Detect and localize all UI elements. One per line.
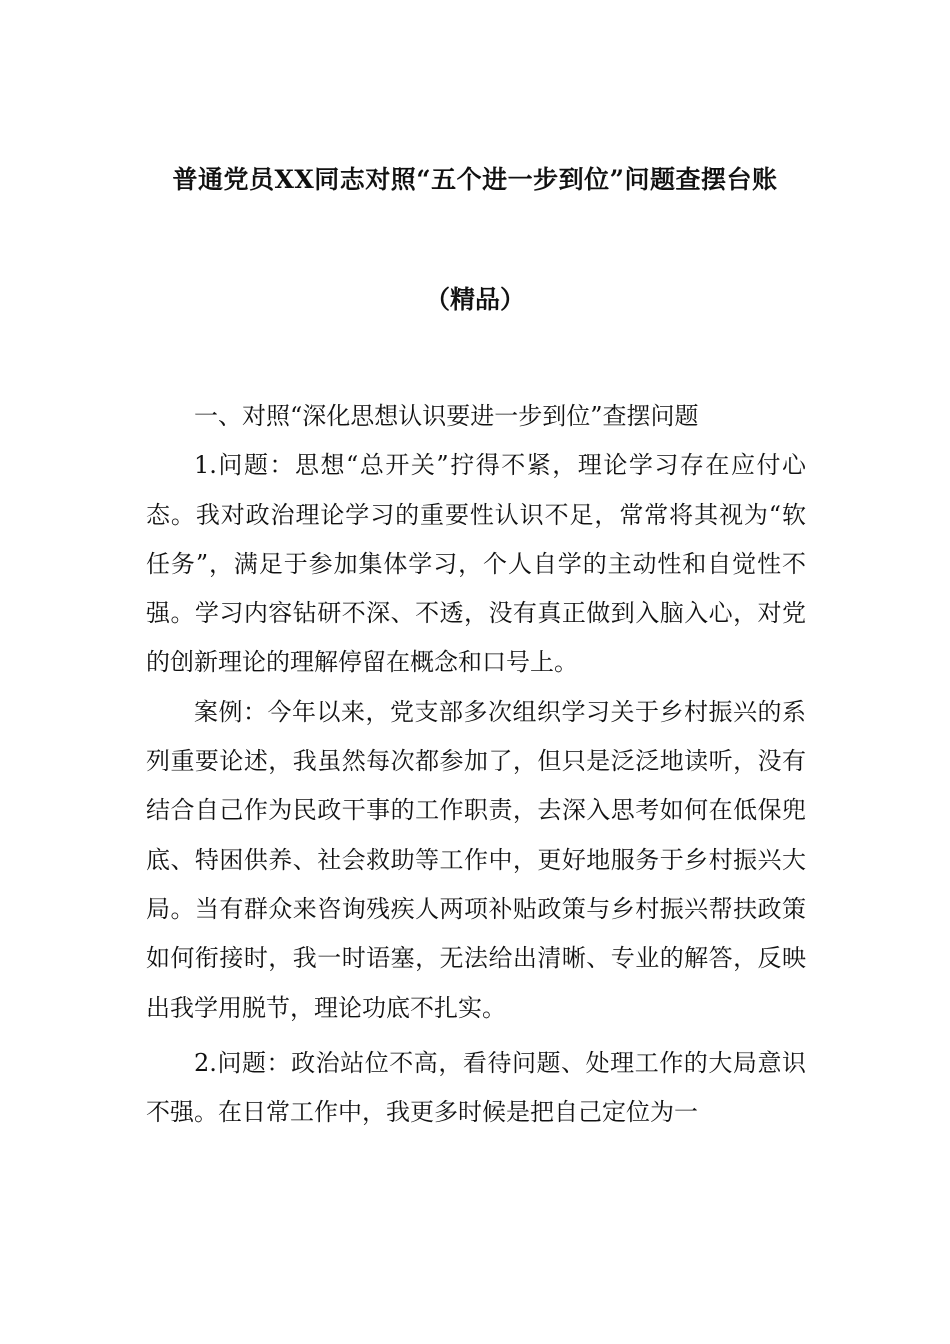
paragraph-problem-1: 1.问题：思想“总开关”拧得不紧，理论学习存在应付心态。我对政治理论学习的重要性认识不足，常常将其视为“软任务”，满足于参加集体学习，个人自学的主动性和自觉性不强。学习内容钻研不深、不透，没有真正做到入脑入心，对党的创新理论的理解停留在概念和口号上。 [146,451,806,677]
section-heading: 一、对照“深化思想认识要进一步到位”查摆问题 [194,402,699,430]
document-subtitle: （精品） [424,285,525,314]
paragraph-case-1: 案例：今年以来，党支部多次组织学习关于乡村振兴的系列重要论述，我虽然每次都参加了，但只是泛泛地读听，没有结合自己作为民政干事的工作职责，去深入思考如何在低保兜底、特困供养、社会救助等工作中，更好地服务于乡村振兴大局。当有群众来咨询残疾人两项补贴政策与乡村振兴帮扶政策如何衔接时，我一时语塞，无法给出清晰、专业的解答，反映出我学用脱节，理论功底不扎实。 [146,697,806,1022]
document-title: 普通党员XX同志对照“五个进一步到位”问题查摆台账 [172,165,778,194]
paragraph-problem-2: 2.问题：政治站位不高，看待问题、处理工作的大局意识不强。在日常工作中，我更多时候是把自己定位为一 [146,1048,806,1127]
document-body [146,392,806,1137]
